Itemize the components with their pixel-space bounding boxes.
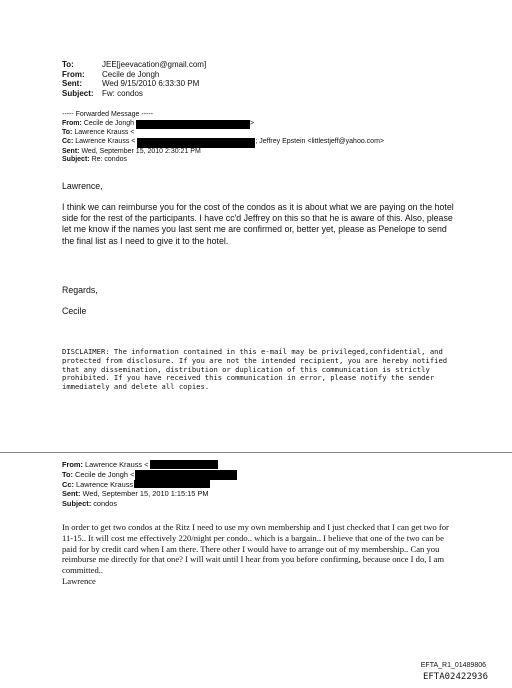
from-value: Cecile de Jongh xyxy=(102,69,160,79)
header-to-row xyxy=(62,60,206,70)
redaction-bar xyxy=(137,138,255,148)
forwarded-sent-row xyxy=(62,148,462,157)
original-message xyxy=(62,522,457,587)
forwarded-banner: ----- Forwarded Message ----- xyxy=(62,111,154,118)
forwarded-to-row xyxy=(62,129,462,138)
to-label: To: xyxy=(62,60,74,69)
document-reference-small: EFTA_R1_01489806 xyxy=(420,662,486,669)
forwarded-from-value: Cecile de Jongh xyxy=(83,119,134,127)
original-cc-label: Cc: xyxy=(62,479,74,489)
original-from-row xyxy=(62,460,237,470)
original-subject-value: condos xyxy=(93,498,118,508)
header-sent-row xyxy=(62,79,206,89)
forwarded-from-row xyxy=(62,120,462,129)
forwarded-from-label: From: xyxy=(62,119,82,127)
original-to-value: Cecile de Jongh < xyxy=(75,469,135,479)
forwarded-sent-value: Wed, September 15, 2010 2:30:21 PM xyxy=(81,147,201,155)
redaction-bar xyxy=(135,470,237,480)
original-subject-row xyxy=(62,499,237,509)
original-subject-label: Subject: xyxy=(62,498,92,508)
message-signature: Cecile xyxy=(62,306,87,316)
forwarded-subject-label: Subject: xyxy=(62,156,90,164)
forwarded-cc-tail: ; Jeffrey Epstein <littlestjeff@yahoo.com> xyxy=(255,137,384,145)
sent-label: Sent: xyxy=(62,79,82,89)
forwarded-cc-label: Cc: xyxy=(62,137,74,145)
original-sent-label: Sent: xyxy=(62,489,81,498)
forwarded-header xyxy=(62,111,462,165)
redaction-bar xyxy=(150,460,218,469)
sent-value: Wed 9/15/2010 6:33:30 PM xyxy=(102,79,200,89)
forwarded-cc-value: Lawrence Krauss < xyxy=(75,137,136,145)
message-greeting: Lawrence, xyxy=(62,181,103,191)
forwarded-from-suffix: > xyxy=(250,119,255,127)
forwarded-subject-value: Re: condos xyxy=(91,156,127,164)
forwarded-to-value: Lawrence Krauss < xyxy=(74,128,135,136)
original-sent-value: Wed, September 15, 2010 1:15:15 PM xyxy=(82,489,209,498)
from-label: From: xyxy=(62,69,85,79)
original-message-paragraph: In order to get two condos at the Ritz I need to use my own membership and I just checked that I can get two for 11-15.. It will cost me effectively 220/night per condo.. which is a bargain.. I believe that one of the two can be paid for by credit card when I am there. There other I would have to arrange out of my membership.. Can you reimburse me directly for that one? I will wait until I hear from you before confirming, because once I do, I am committed.. xyxy=(62,522,449,576)
email-header xyxy=(62,60,206,98)
forwarded-to-label: To: xyxy=(62,128,73,136)
original-message-signature: Lawrence xyxy=(62,575,96,586)
header-subject-row xyxy=(62,89,206,99)
original-header xyxy=(62,460,237,508)
redaction-bar xyxy=(136,120,250,129)
subject-label: Subject: xyxy=(62,88,94,98)
original-to-label: To: xyxy=(62,469,73,479)
header-from-row xyxy=(62,70,206,80)
original-from-label: From: xyxy=(62,460,83,469)
forwarded-sent-label: Sent: xyxy=(62,147,80,155)
original-from-value: Lawrence Krauss < xyxy=(85,460,149,469)
original-to-row xyxy=(62,470,237,480)
original-cc-row xyxy=(62,480,237,490)
subject-value: Fw: condos xyxy=(102,88,143,98)
disclaimer-text: DISCLAIMER: The information contained in this e-mail may be privileged,confidential, and protected from disclosure. If you are not the intended recipient, you are hereby notified that any dissemination, distribution or duplication of this communication is strictly prohibited. If you have received this communication in error, please notify the sender immediately and delete all copies. xyxy=(62,347,448,392)
separator-line xyxy=(0,452,512,453)
message-closing: Regards, xyxy=(62,285,98,295)
original-sent-row xyxy=(62,489,237,499)
document-reference-id: EFTA02422936 xyxy=(422,672,488,682)
forwarded-cc-row xyxy=(62,138,462,148)
message-paragraph: I think we can reimburse you for the cost of the condos as it is about what we are paying on the hotel side for the rest of the participants. I have cc'd Jeffrey on this so that he is aware of this. Also, please let me know if the names you last sent me are confirmed or, better yet, please as Penelope to send the final list as I need to give it to the hotel. xyxy=(62,202,454,246)
redaction-bar xyxy=(134,480,210,488)
forwarded-subject-row xyxy=(62,156,462,165)
original-cc-value: Lawrence Krauss xyxy=(75,479,134,489)
to-value: JEE[jeevacation@gmail.com] xyxy=(102,60,207,69)
